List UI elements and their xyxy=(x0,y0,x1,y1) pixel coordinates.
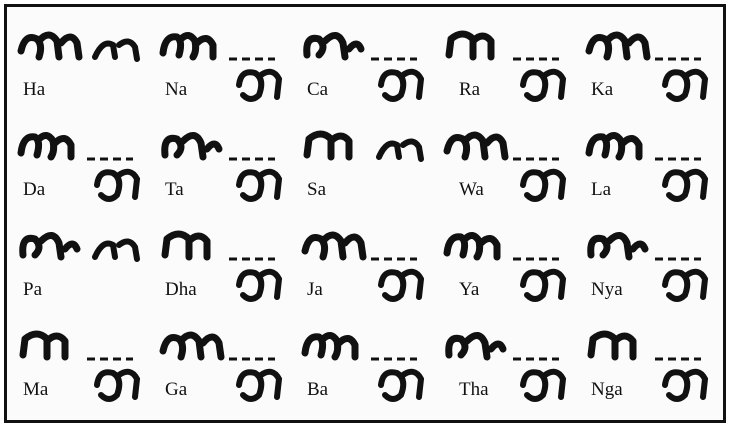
aksara-cell-sa xyxy=(297,115,439,215)
aksara-cell-ga xyxy=(155,315,297,415)
aksara-cell-dha xyxy=(155,215,297,315)
aksara-label-ka: Ka xyxy=(591,79,614,100)
aksara-cell-la xyxy=(581,115,723,215)
aksara-cell-ta xyxy=(155,115,297,215)
aksara-label-na: Na xyxy=(165,79,188,100)
aksara-cell-ra xyxy=(439,15,581,115)
aksara-cell-na xyxy=(155,15,297,115)
aksara-label-ma: Ma xyxy=(23,379,49,400)
aksara-cell-ya xyxy=(439,215,581,315)
aksara-cell-wa xyxy=(439,115,581,215)
aksara-label-ca: Ca xyxy=(307,79,329,100)
aksara-label-tha: Tha xyxy=(459,379,489,400)
aksara-label-nga: Nga xyxy=(591,379,623,400)
aksara-cell-ca xyxy=(297,15,439,115)
aksara-label-ga: Ga xyxy=(165,379,188,400)
aksara-label-nya: Nya xyxy=(591,279,623,300)
aksara-cell-ba xyxy=(297,315,439,415)
aksara-label-da: Da xyxy=(23,179,46,200)
aksara-cell-ka xyxy=(581,15,723,115)
aksara-label-ja: Ja xyxy=(307,279,323,300)
aksara-cell-ma xyxy=(13,315,155,415)
aksara-cell-nga xyxy=(581,315,723,415)
aksara-label-wa: Wa xyxy=(459,179,484,200)
aksara-cell-nya xyxy=(581,215,723,315)
aksara-label-dha: Dha xyxy=(165,279,197,300)
aksara-cell-ja xyxy=(297,215,439,315)
aksara-label-pa: Pa xyxy=(23,279,42,300)
aksara-cell-pa xyxy=(13,215,155,315)
aksara-label-ta: Ta xyxy=(165,179,184,200)
aksara-cell-tha xyxy=(439,315,581,415)
aksara-label-ya: Ya xyxy=(459,279,480,300)
aksara-label-la: La xyxy=(591,179,612,200)
aksara-label-ra: Ra xyxy=(459,79,481,100)
aksara-label-sa: Sa xyxy=(307,179,326,200)
aksara-cell-ha xyxy=(13,15,155,115)
aksara-chart-frame xyxy=(4,4,726,423)
aksara-label-ha: Ha xyxy=(23,79,46,100)
aksara-label-ba: Ba xyxy=(307,379,329,400)
aksara-cell-da xyxy=(13,115,155,215)
aksara-grid xyxy=(13,15,723,415)
